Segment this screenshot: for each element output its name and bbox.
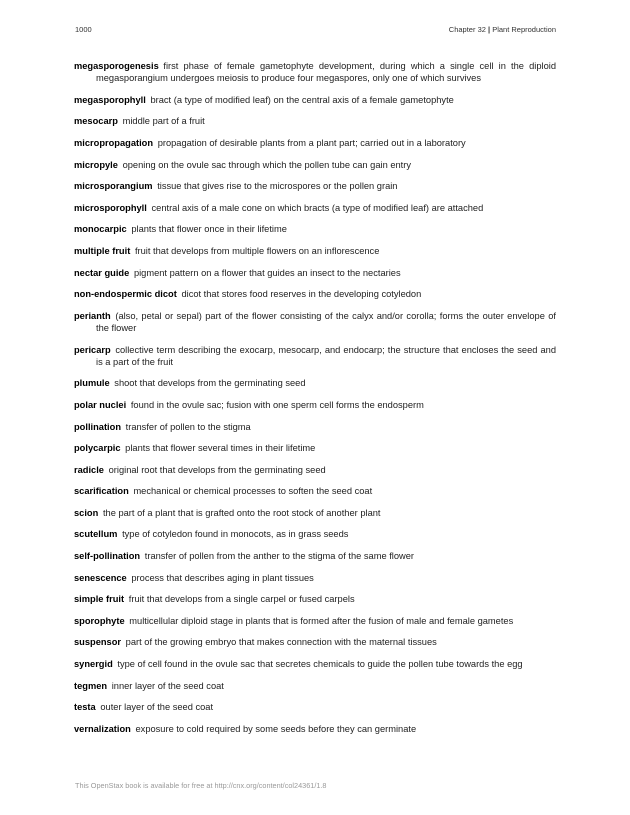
glossary-definition: transfer of pollen from the anther to the stigma of the same flower [144,551,414,562]
glossary-term: mesocarp [74,116,118,127]
glossary-definition: exposure to cold required by some seeds before they can germinate [135,723,417,734]
glossary-entry [74,288,556,300]
glossary-term: testa [74,702,96,713]
glossary-term: scutellum [74,529,118,540]
glossary-definition: opening on the ovule sac through which the pollen tube can gain entry [122,159,411,170]
glossary-entry [74,115,556,127]
glossary-entry [74,202,556,214]
glossary-definition: collective term describing the exocarp, mesocarp, and endocarp; the structure that encloses the seed and is a part of the fruit [96,344,556,367]
glossary-definition: bract (a type of modified leaf) on the central axis of a female gametophyte [150,94,454,105]
glossary-term: non-endospermic dicot [74,289,177,300]
glossary-definition: pigment pattern on a flower that guides an insect to the nectaries [133,267,401,278]
glossary-entry [74,137,556,149]
glossary-term: simple fruit [74,594,125,605]
glossary-term: suspensor [74,637,122,648]
glossary-definition: mechanical or chemical processes to soften the seed coat [133,486,373,497]
glossary-term: synergid [74,659,113,670]
glossary-entry [74,377,556,389]
glossary-term: self-pollination [74,551,141,562]
glossary-definition: first phase of female gametophyte development, during which a single cell in the diploid megasporangium undergoes meiosis to produce four megaspores, only one of which survives [96,61,556,84]
glossary-term: microsporangium [74,181,153,192]
glossary-entry [74,310,556,334]
glossary-definition: process that describes aging in plant tissues [131,572,314,583]
glossary-entry [74,421,556,433]
glossary-entry [74,94,556,106]
glossary-list [74,60,556,744]
glossary-entry [74,550,556,562]
glossary-entry [74,615,556,627]
glossary-entry [74,528,556,540]
glossary-definition: part of the growing embryo that makes connection with the maternal tissues [125,637,437,648]
page-number: 1000 [75,25,92,34]
glossary-term: megasporophyll [74,94,146,105]
glossary-definition: plants that flower once in their lifetime [131,224,287,235]
glossary-entry [74,223,556,235]
glossary-entry [74,680,556,692]
glossary-entry [74,572,556,584]
glossary-definition: outer layer of the seed coat [100,702,214,713]
glossary-entry [74,159,556,171]
glossary-entry [74,723,556,735]
glossary-definition: propagation of desirable plants from a plant part; carried out in a laboratory [157,137,466,148]
glossary-entry [74,442,556,454]
glossary-definition: type of cell found in the ovule sac that secretes chemicals to guide the pollen tube towards the egg [117,659,523,670]
glossary-term: polar nuclei [74,399,127,410]
page-footer: This OpenStax book is available for free at http://cnx.org/content/col24361/1.8 [75,781,327,790]
glossary-entry [74,485,556,497]
glossary-term: monocarpic [74,224,127,235]
glossary-term: tegmen [74,680,108,691]
glossary-term: plumule [74,378,110,389]
glossary-term: megasporogenesis [74,61,159,71]
glossary-entry [74,267,556,279]
glossary-term: sporophyte [74,615,125,626]
glossary-definition: multicellular diploid stage in plants that is formed after the fusion of male and female gametes [129,615,514,626]
glossary-definition: plants that flower several times in their lifetime [125,443,316,454]
glossary-term: microsporophyll [74,202,147,213]
glossary-entry [74,593,556,605]
glossary-definition: type of cotyledon found in monocots, as in grass seeds [122,529,349,540]
chapter-reference [449,25,556,34]
glossary-term: pollination [74,421,121,432]
glossary-entry [74,245,556,257]
glossary-definition: fruit that develops from a single carpel or fused carpels [128,594,355,605]
glossary-term: micropyle [74,159,118,170]
glossary-definition: fruit that develops from multiple flowers on an inflorescence [134,245,380,256]
glossary-entry [74,180,556,192]
glossary-term: radicle [74,464,104,475]
glossary-definition: transfer of pollen to the stigma [125,421,251,432]
glossary-term: scarification [74,486,129,497]
glossary-definition: dicot that stores food reserves in the developing cotyledon [181,289,422,300]
header-separator: | [488,25,491,34]
glossary-definition: (also, petal or sepal) part of the flower consisting of the calyx and/or corolla; forms the outer envelope of the flower [96,310,556,333]
chapter-label: Chapter 32 [448,25,486,34]
glossary-definition: inner layer of the seed coat [111,680,224,691]
glossary-entry [74,701,556,713]
glossary-term: vernalization [74,723,131,734]
glossary-term: nectar guide [74,267,130,278]
glossary-definition: original root that develops from the germinating seed [108,464,326,475]
glossary-term: perianth [74,310,111,321]
glossary-entry [74,507,556,519]
glossary-definition: found in the ovule sac; fusion with one sperm cell forms the endosperm [130,399,424,410]
glossary-term: polycarpic [74,443,121,454]
glossary-term: multiple fruit [74,245,131,256]
glossary-term: scion [74,507,99,518]
glossary-entry [74,658,556,670]
glossary-definition: middle part of a fruit [122,116,205,127]
glossary-entry [74,399,556,411]
glossary-definition: the part of a plant that is grafted onto the root stock of another plant [102,507,381,518]
glossary-definition: tissue that gives rise to the microspores or the pollen grain [157,181,398,192]
glossary-term: senescence [74,572,127,583]
glossary-entry [74,344,556,368]
glossary-definition: central axis of a male cone on which bracts (a type of modified leaf) are attached [151,202,484,213]
glossary-term: pericarp [74,344,111,355]
glossary-definition: shoot that develops from the germinating seed [114,378,306,389]
chapter-title: Plant Reproduction [492,25,556,34]
glossary-entry [74,464,556,476]
glossary-term: micropropagation [74,137,154,148]
glossary-entry [74,60,556,84]
glossary-entry [74,636,556,648]
